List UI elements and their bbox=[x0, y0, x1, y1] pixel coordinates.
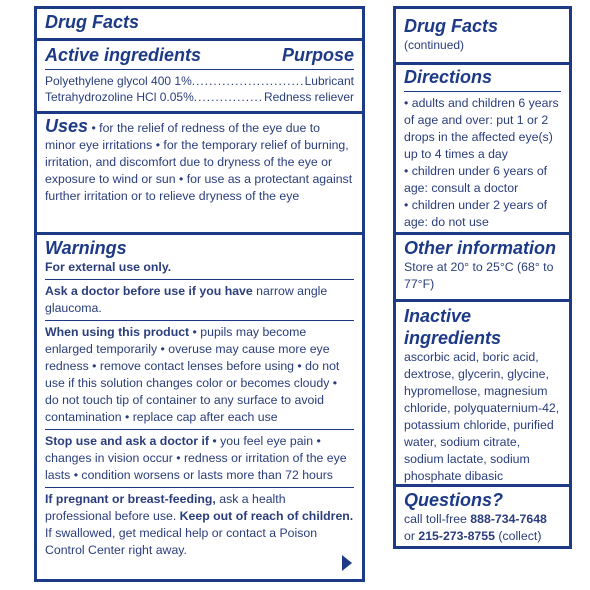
external-use-text: For external use only. bbox=[45, 260, 172, 274]
other-info-heading: Other information bbox=[404, 238, 556, 258]
ingredient-purpose: Redness reliever bbox=[263, 90, 354, 104]
call-prefix: call toll-free bbox=[404, 512, 471, 526]
active-rule bbox=[45, 69, 354, 70]
inactive-heading: Inactive ingredients bbox=[404, 306, 502, 348]
drug-facts-title-section bbox=[37, 11, 362, 33]
questions-heading: Questions? bbox=[404, 490, 504, 510]
leader-dots bbox=[194, 89, 264, 105]
direction-item: • children under 6 years of age: consult a doctor bbox=[404, 163, 561, 197]
swallowed-text: If swallowed, get medical help or contact a Poison Control Center right away. bbox=[45, 526, 318, 557]
warnings-heading: Warnings bbox=[45, 238, 127, 258]
ask-doctor-text: narrow angle glaucoma. bbox=[45, 284, 328, 315]
title-rule bbox=[37, 38, 362, 41]
questions-section bbox=[396, 489, 569, 545]
active-ingredients-section bbox=[37, 44, 362, 105]
stop-use-block bbox=[45, 433, 354, 484]
ingredient-name: Tetrahydrozoline HCl 0.05% bbox=[45, 90, 194, 104]
active-ingredients-header bbox=[45, 44, 354, 66]
ingredient-name: Polyethylene glycol 400 1% bbox=[45, 74, 192, 88]
pregnant-text: ask a health professional before use. bbox=[45, 492, 286, 523]
warnings-section bbox=[37, 237, 362, 559]
warnings-divider bbox=[45, 320, 354, 321]
warnings-rule bbox=[37, 232, 362, 235]
stop-use-text: • you feel eye pain • changes in vision occur • redness or irritation of the eye lasts • condition worsens or lasts more than 72 hours bbox=[45, 434, 347, 482]
warnings-divider bbox=[45, 429, 354, 430]
collect-text: (collect) bbox=[494, 529, 542, 543]
ingredient-row bbox=[45, 73, 354, 89]
or-text: or bbox=[404, 529, 419, 543]
phone-tollfree[interactable]: 888-734-7648 bbox=[470, 512, 547, 526]
inactive-rule bbox=[396, 299, 569, 302]
inactive-section bbox=[396, 305, 569, 485]
directions-divider bbox=[404, 91, 561, 92]
uses-rule bbox=[37, 111, 362, 114]
ingredient-purpose: Lubricant bbox=[304, 74, 354, 88]
drug-facts-panel-left bbox=[34, 6, 365, 582]
uses-section bbox=[37, 115, 362, 205]
pregnant-heading: If pregnant or breast-feeding, bbox=[45, 492, 216, 506]
warnings-divider bbox=[45, 279, 354, 280]
stop-use-heading: Stop use and ask a doctor if bbox=[45, 434, 209, 448]
uses-heading: Uses bbox=[45, 116, 89, 136]
other-info-text: Store at 20° to 25°C (68° to 77°F) bbox=[404, 260, 554, 291]
questions-text bbox=[404, 511, 561, 545]
direction-item: • children under 2 years of age: do not use bbox=[404, 197, 561, 231]
warnings-divider bbox=[45, 487, 354, 488]
directions-heading: Directions bbox=[404, 67, 493, 87]
pregnancy-block bbox=[45, 491, 354, 559]
uses-block bbox=[45, 115, 354, 205]
other-info-rule bbox=[396, 232, 569, 235]
ask-doctor-heading: Ask a doctor before use if you have bbox=[45, 284, 253, 298]
phone-collect[interactable]: 215-273-8755 bbox=[418, 529, 495, 543]
drug-facts-panel-right bbox=[393, 6, 572, 549]
direction-item: • adults and children 6 years of age and over: put 1 or 2 drops in the affected eye(s) up to 4 times a day bbox=[404, 95, 561, 163]
ingredient-row bbox=[45, 89, 354, 105]
leader-dots bbox=[192, 73, 305, 89]
keep-out-of-reach: Keep out of reach of children. bbox=[179, 509, 354, 523]
continued-title-section bbox=[396, 15, 569, 53]
drug-facts-title: Drug Facts bbox=[45, 12, 140, 32]
when-using-block bbox=[45, 324, 354, 426]
purpose-heading: Purpose bbox=[281, 45, 354, 65]
active-ingredients-heading: Active ingredients bbox=[45, 45, 202, 65]
questions-rule bbox=[396, 484, 569, 487]
drug-facts-title-continued: Drug Facts bbox=[404, 16, 499, 36]
when-using-text: • pupils may become enlarged temporarily • overuse may cause more eye redness • remove contact lenses before using • do not use if this solution changes color or becomes cloudy • do not touch tip of container to any surface to avoid contamination • replace cap after each use bbox=[45, 325, 340, 424]
continue-arrow-icon bbox=[342, 555, 352, 571]
other-info-section bbox=[396, 237, 569, 293]
when-using-heading: When using this product bbox=[45, 325, 190, 339]
inactive-text: ascorbic acid, boric acid, dextrose, glycerin, glycine, hypromellose, magnesium chloride, polyquaternium-42, potassium chloride, purified water, sodium citrate, sodium lactate, sodium phosphate dibasic bbox=[404, 350, 560, 483]
continued-label: (continued) bbox=[404, 38, 465, 52]
ask-doctor-block bbox=[45, 283, 354, 317]
directions-rule bbox=[396, 62, 569, 65]
uses-text: • for the relief of redness of the eye due to minor eye irritations • for the temporary relief of burning, irritation, and discomfort due to dryness of the eye or exposure to wind or sun • for use as a protectant against further irritation or to relieve dryness of the eye bbox=[45, 121, 353, 203]
directions-section bbox=[396, 66, 569, 231]
